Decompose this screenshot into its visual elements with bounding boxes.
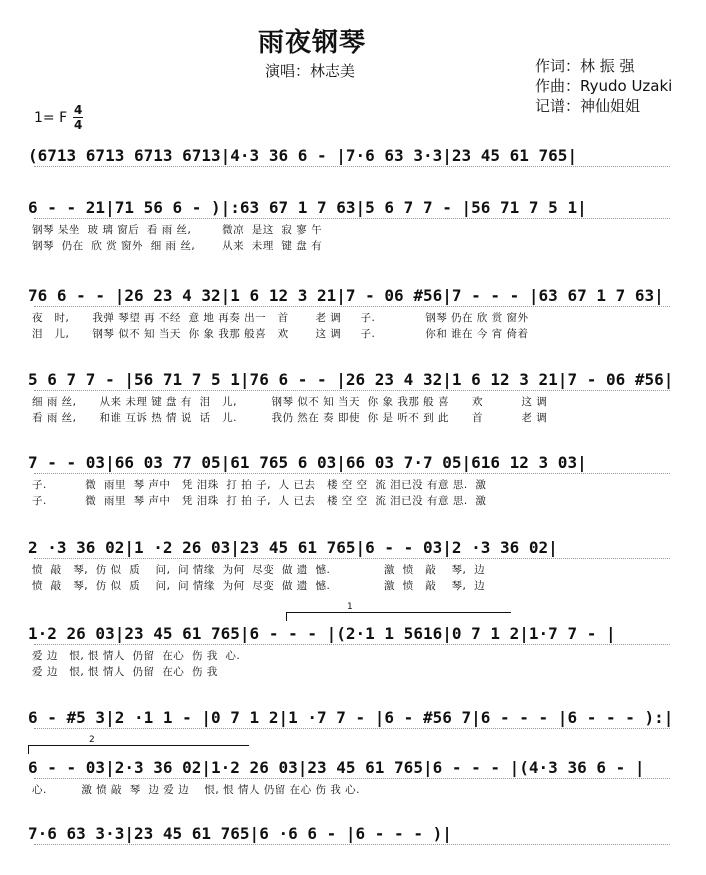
notation-line: 6 - - 21|71 56 6 - )|:63 67 1 7 63|5 6 7 7 - |56 71 7 5 1| — [28, 194, 678, 222]
volta-second-ending: 2 — [28, 745, 249, 754]
lyric-line: 子. 微 雨里 琴 声中 凭 泪珠 打 拍 子, 人 已去 楼 空 空 流 泪已没 有意 思. 激 — [32, 495, 487, 507]
time-bottom: 4 — [73, 118, 83, 132]
staff-row-3 — [28, 282, 678, 342]
transcriber-credit: 记谱：神仙姐姐 — [535, 97, 641, 115]
lyric-line: 钢琴 仍在 欣 赏 窗外 细 雨 丝, 从来 未理 键 盘 有 — [32, 240, 323, 252]
time-signature — [73, 104, 83, 131]
staff-row-4 — [28, 366, 678, 426]
lyric-line: 看 雨 丝, 和谁 互诉 热 情 说 话 儿. 我仍 然在 奏 即使 你 是 听不 到 此 首 老 调 — [32, 412, 548, 424]
staff-row-6 — [28, 534, 678, 594]
notation-line: 1·2 26 03|23 45 61 765|6 - - - |(2·1 1 5616|0 7 1 2|1·7 7 - | — [28, 620, 678, 648]
notation-line: 7·6 63 3·3|23 45 61 765|6 ·6 6 - |6 - - - )| — [28, 820, 678, 848]
volta-first-ending: 1 — [286, 612, 511, 621]
staff-row-2 — [28, 194, 678, 254]
key-signature — [34, 104, 83, 131]
notation-line: 2 ·3 36 02|1 ·2 26 03|23 45 61 765|6 - - 03|2 ·3 36 02| — [28, 534, 678, 562]
notation-line: 6 - #5 3|2 ·1 1 - |0 7 1 2|1 ·7 7 - |6 - #56 7|6 - - - |6 - - - ):| — [28, 704, 678, 732]
lyric-line: 愤 敲 琴, 仿 似 质 问, 问 情缘 为何 尽变 做 遗 憾. 激 愤 敲 琴, 边 — [32, 564, 486, 576]
lyricist-credit: 作词：林 振 强 — [535, 57, 635, 75]
notation-line: 7 - - 03|66 03 77 05|61 765 6 03|66 03 7·7 05|616 12 3 03| — [28, 449, 678, 477]
lyric-line: 钢琴 呆坐 玻 璃 窗后 看 雨 丝, 微凉 是这 寂 寥 午 — [32, 224, 323, 236]
staff-row-1 — [28, 142, 678, 170]
lyric-line: 泪 儿, 钢琴 似不 知 当天 你 象 我那 般喜 欢 这 调 子. 你和 谁在 今 宵 倚着 — [32, 328, 529, 340]
credits-block — [535, 56, 672, 116]
notation-line: 76 6 - - |26 23 4 32|1 6 12 3 21|7 - 06 #56|7 - - - |63 67 1 7 63| — [28, 282, 678, 310]
composer-credit: 作曲：Ryudo Uzaki — [535, 77, 673, 95]
lyric-line: 心. 激 愤 敲 琴 边 爱 边 恨, 恨 情人 仍留 在心 伤 我 心. — [32, 784, 360, 796]
staff-row-10 — [28, 820, 678, 848]
staff-row-9 — [28, 754, 678, 798]
notation-line: 5 6 7 7 - |56 71 7 5 1|76 6 - - |26 23 4 32|1 6 12 3 21|7 - 06 #56| — [28, 366, 678, 394]
notation-line: (6713 6713 6713 6713|4·3 36 6 - |7·6 63 3·3|23 45 61 765| — [28, 142, 678, 170]
time-top: 4 — [73, 103, 83, 117]
song-title: 雨夜钢琴 — [258, 28, 367, 58]
lyric-line: 夜 时, 我弹 琴望 再 不经 意 地 再奏 出一 首 老 调 子. 钢琴 仍在 欣 赏 窗外 — [32, 312, 529, 324]
staff-row-7 — [28, 620, 678, 680]
notation-line: 6 - - 03|2·3 36 02|1·2 26 03|23 45 61 765|6 - - - |(4·3 36 6 - | — [28, 754, 678, 782]
lyric-line: 子. 微 雨里 琴 声中 凭 泪珠 打 拍 子, 人 已去 楼 空 空 流 泪已没 有意 思. 激 — [32, 479, 487, 491]
staff-row-5 — [28, 449, 678, 509]
lyric-line: 细 雨 丝, 从来 未理 键 盘 有 泪 儿, 钢琴 似不 知 当天 你 象 我那 般 喜 欢 这 调 — [32, 396, 548, 408]
lyric-line: 愤 敲 琴, 仿 似 质 问, 问 情缘 为何 尽变 做 遗 憾. 激 愤 敲 琴, 边 — [32, 580, 486, 592]
lyric-line: 爱 边 恨, 恨 情人 仍留 在心 伤 我 — [32, 666, 218, 678]
key-label: 1= F — [34, 109, 68, 126]
staff-row-8 — [28, 704, 678, 732]
lyric-line: 爱 边 恨, 恨 情人 仍留 在心 伤 我 心. — [32, 650, 241, 662]
singer-credit: 演唱：林志美 — [265, 62, 356, 80]
